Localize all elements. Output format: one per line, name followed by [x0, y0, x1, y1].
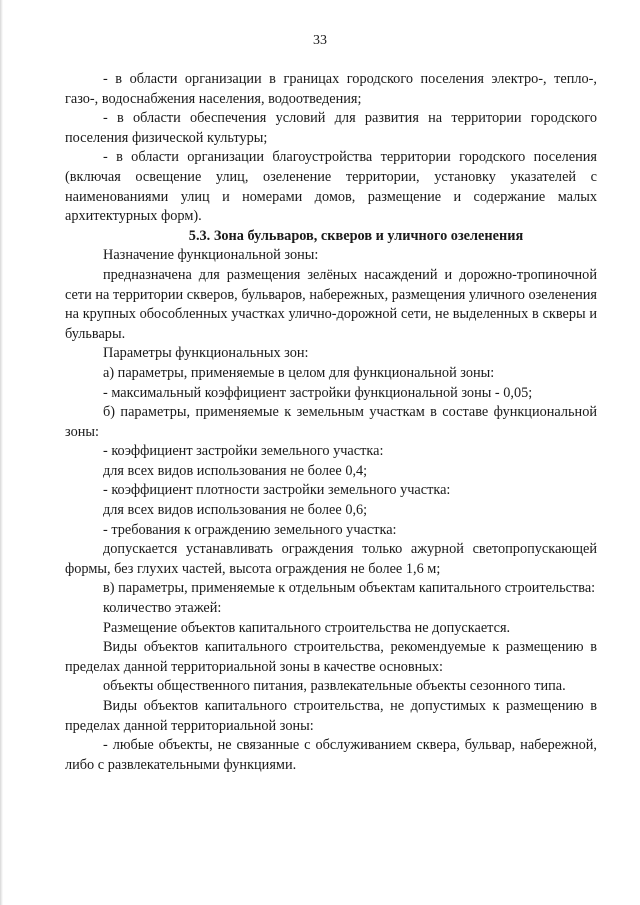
paragraph: Параметры функциональных зон:: [103, 345, 309, 362]
paragraph: допускается устанавливать ограждения только ажурной светопропускающей формы, без глухих частей, высота ограждения не более 1,6 м;: [65, 541, 597, 577]
paragraph: - коэффициент застройки земельного участка:: [103, 443, 384, 460]
paragraph: Назначение функциональной зоны:: [103, 247, 319, 264]
scan-edge: [0, 0, 3, 905]
paragraph: в) параметры, применяемые к отдельным объектам капитального строительства:: [103, 580, 596, 597]
paragraph: объекты общественного питания, развлекательные объекты сезонного типа.: [103, 678, 566, 695]
document-body: [65, 70, 597, 775]
paragraph: для всех видов использования не более 0,4;: [103, 462, 368, 479]
paragraph: - в области организации в границах городского поселения электро-, тепло-, газо-, водоснабжения населения, водоотведения;: [65, 71, 597, 107]
paragraph: а) параметры, применяемые в целом для функциональной зоны:: [103, 364, 495, 381]
section-heading: 5.3. Зона бульваров, скверов и уличного озеленения: [188, 227, 524, 244]
paragraph: Виды объектов капитального строительства, не допустимых к размещению в пределах данной территориальной зоны:: [65, 698, 597, 734]
paragraph: - требования к ограждению земельного участка:: [103, 521, 397, 538]
paragraph: - коэффициент плотности застройки земельного участка:: [103, 482, 451, 499]
paragraph: количество этажей:: [103, 600, 222, 617]
paragraph: Размещение объектов капитального строительства не допускается.: [103, 619, 511, 636]
paragraph: Виды объектов капитального строительства, рекомендуемые к размещению в пределах данной территориальной зоны в качестве основных:: [65, 639, 597, 675]
paragraph: - в области обеспечения условий для развития на территории городского поселения физической культуры;: [65, 110, 597, 146]
paragraph: для всех видов использования не более 0,6;: [103, 502, 368, 519]
paragraph: предназначена для размещения зелёных насаждений и дорожно-тропиночной сети на территории скверов, бульваров, набережных, размещения уличного озеленения на крупных обособленных участках улично-дорожной сети, не выделенных в скверы и бульвары.: [65, 266, 597, 342]
page-number: 33: [313, 33, 327, 48]
paragraph: - любые объекты, не связанные с обслуживанием сквера, бульвар, набережной, либо с развлекательными функциями.: [65, 737, 597, 773]
paragraph: - в области организации благоустройства территории городского поселения (включая освещение улиц, озеленение территории, установку указателей с наименованиями улиц и номерами домов, размещение и содержание малых архитектурных форм).: [65, 149, 597, 225]
paragraph: - максимальный коэффициент застройки функциональной зоны - 0,05;: [103, 384, 533, 401]
paragraph: б) параметры, применяемые к земельным участкам в составе функциональной зоны:: [65, 404, 597, 440]
